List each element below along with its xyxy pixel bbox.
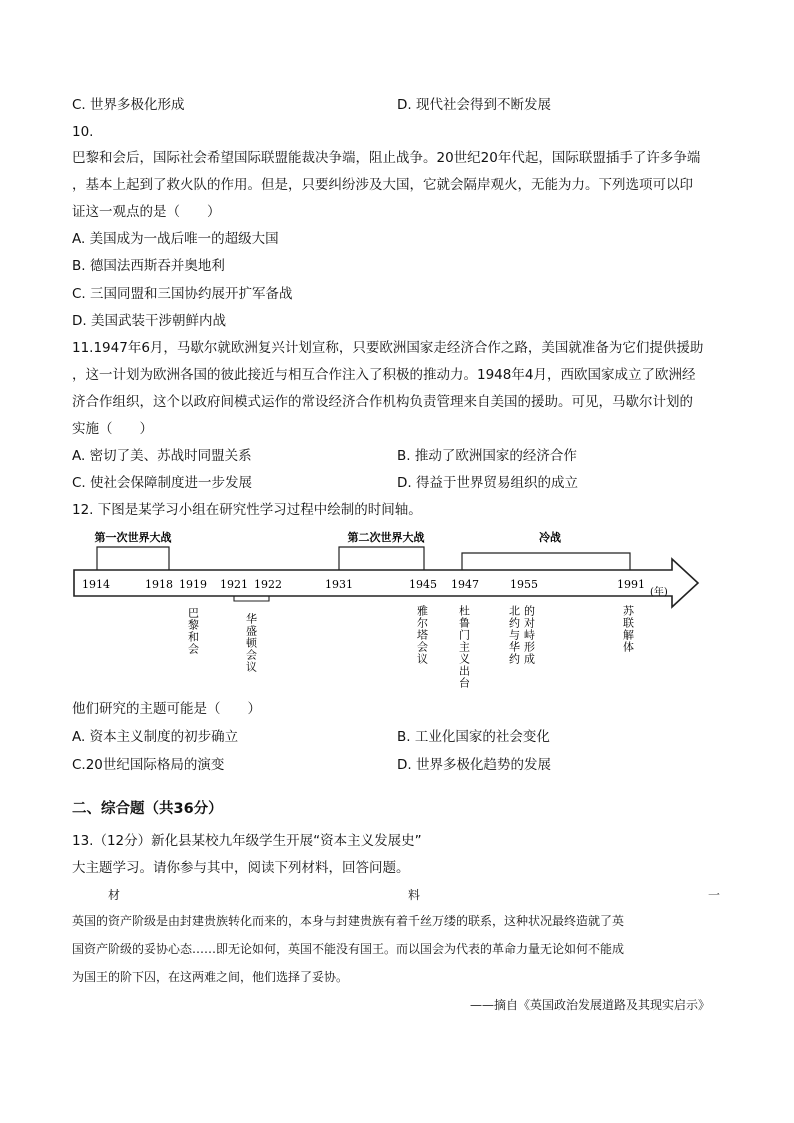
year-label: 1945 — [409, 578, 437, 591]
event-truman-doctrine: 杜鲁门主义出台 — [457, 605, 471, 689]
material-source: ——摘自《英国政治发展道路及其现实启示》 — [470, 998, 711, 1012]
q12-question: 他们研究的主题可能是（ ） — [72, 701, 261, 717]
q11-option-c: C. 使社会保障制度进一步发展 — [72, 475, 253, 491]
q12-option-d: D. 世界多极化趋势的发展 — [397, 757, 551, 773]
q11-stem-line: 实施（ ） — [72, 421, 153, 437]
bracket-wwii-label: 第二次世界大战 — [347, 531, 425, 544]
bracket-wwi — [97, 547, 169, 570]
q11-stem-line: 11.1947年6月，马歇尔就欧洲复兴计划宣称，只要欧洲国家走经济合作之路，美国就准备为它们提供援助 — [72, 340, 704, 356]
bracket-wwi-label: 第一次世界大战 — [94, 531, 172, 544]
event-washington-conference: 华盛顿会议 — [244, 613, 258, 673]
event-nato-warsaw: 北约与华约 — [507, 605, 521, 665]
year-label: 1914 — [82, 578, 110, 591]
year-label: 1955 — [510, 578, 538, 591]
year-label: 1918 — [145, 578, 173, 591]
material-text-line: 国资产阶级的妥协心态……即无论如何，英国不能没有国王。而以国会为代表的革命力量无论如何不能成 — [72, 942, 625, 956]
q11-option-b: B. 推动了欧洲国家的经济合作 — [397, 448, 577, 464]
q10-number: 10. — [72, 124, 94, 140]
q11-option-d: D. 得益于世界贸易组织的成立 — [397, 475, 578, 491]
event-confrontation: 的对峙形成 — [522, 605, 536, 665]
year-label: 1947 — [451, 578, 479, 591]
material-text-line: 为国王的阶下囚，在这两难之间，他们选择了妥协。 — [72, 970, 349, 984]
q12-option-a: A. 资本主义制度的初步确立 — [72, 729, 239, 745]
q10-stem-line: ，基本上起到了救火队的作用。但是，只要纠纷涉及大国，它就会隔岸观火，无能为力。下列选项可以印 — [72, 177, 693, 193]
q11-option-a: A. 密切了美、苏战时同盟关系 — [72, 448, 252, 464]
q9-option-d: D. 现代社会得到不断发展 — [397, 97, 551, 113]
q10-option-d: D. 美国武装干涉朝鲜内战 — [72, 313, 226, 329]
q12-stem: 12. 下图是某学习小组在研究性学习过程中绘制的时间轴。 — [72, 502, 422, 518]
material-label: 材 — [108, 888, 121, 902]
q13-line: 大主题学习。请你参与其中，阅读下列材料，回答问题。 — [72, 860, 410, 876]
q13-line: 13.（12分）新化县某校九年级学生开展“资本主义发展史” — [72, 833, 422, 849]
year-label: 1931 — [325, 578, 353, 591]
bracket-coldwar-label: 冷战 — [539, 531, 561, 544]
event-yalta-conference: 雅尔塔会议 — [415, 605, 429, 665]
q9-option-c: C. 世界多极化形成 — [72, 97, 185, 113]
q10-stem-line: 巴黎和会后，国际社会希望国际联盟能裁决争端，阻止战争。20世纪20年代起，国际联盟插手了许多争端 — [72, 150, 701, 166]
bracket-wwii — [339, 547, 424, 570]
timeline-diagram — [62, 525, 702, 695]
event-paris-conference: 巴黎和会 — [186, 607, 200, 655]
event-ussr-collapse: 苏联解体 — [621, 605, 635, 653]
year-label: 1921 — [220, 578, 248, 591]
year-label: 1991 — [617, 578, 645, 591]
q10-option-b: B. 德国法西斯吞并奥地利 — [72, 258, 225, 274]
section-title: 二、综合题（共36分） — [72, 801, 223, 817]
q12-option-b: B. 工业化国家的社会变化 — [397, 729, 550, 745]
year-unit: (年) — [650, 587, 668, 598]
q10-stem-line: 证这一观点的是（ ） — [72, 204, 221, 220]
bracket-coldwar — [462, 553, 630, 570]
material-text-line: 英国的资产阶级是由封建贵族转化而来的，本身与封建贵族有着千丝万缕的联系，这种状况最终造就了英 — [72, 914, 625, 928]
q11-stem-line: 济合作组织，这个以政府间模式运作的常设经济合作机构负责管理来自美国的援助。可见，马歇尔计划的 — [72, 394, 693, 410]
q10-option-a: A. 美国成为一战后唯一的超级大国 — [72, 231, 279, 247]
q12-option-c: C.20世纪国际格局的演变 — [72, 757, 225, 773]
material-label: 一 — [708, 888, 721, 902]
q10-option-c: C. 三国同盟和三国协约展开扩军备战 — [72, 286, 293, 302]
q11-stem-line: ，这一计划为欧洲各国的彼此接近与相互合作注入了积极的推动力。1948年4月，西欧国家成立了欧洲经 — [72, 367, 696, 383]
year-label: 1919 — [179, 578, 207, 591]
material-label: 料 — [408, 888, 421, 902]
year-label: 1922 — [254, 578, 282, 591]
